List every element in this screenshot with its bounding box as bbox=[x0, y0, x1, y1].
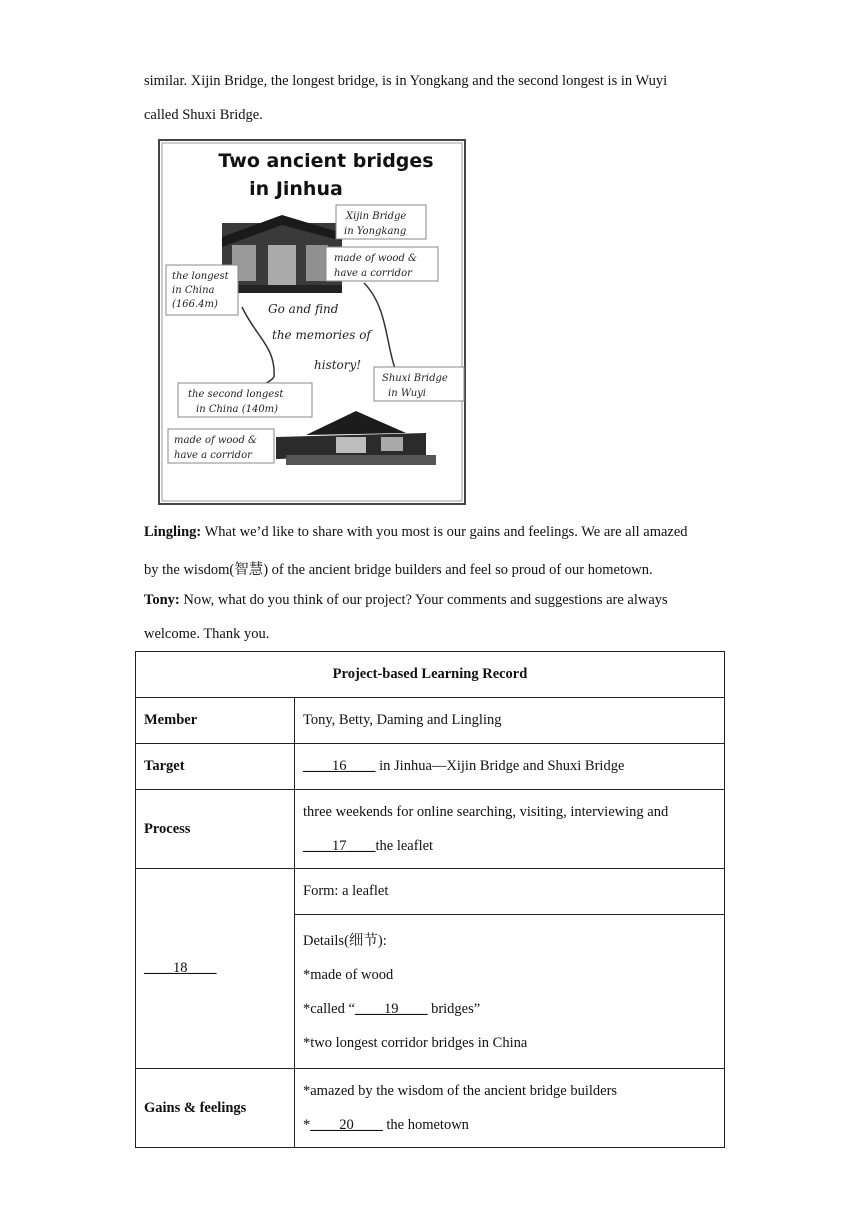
bridges-leaflet-image bbox=[156, 137, 468, 507]
lingling-text-1: What we’d like to share with you most is our gains and feelings. We are all amazed bbox=[201, 524, 688, 540]
gains-value bbox=[295, 1069, 725, 1148]
process-rest: the leaflet bbox=[375, 838, 434, 854]
tony-line-1 bbox=[144, 592, 668, 609]
target-label: Target bbox=[136, 744, 295, 790]
note-longest-line1: the longest bbox=[172, 271, 229, 282]
table-row bbox=[136, 652, 725, 698]
blank-20: ____20____ bbox=[310, 1117, 383, 1133]
details-item-2-post: bridges” bbox=[427, 1000, 481, 1017]
note-shuxi-line2: in Wuyi bbox=[388, 388, 426, 399]
details-item-3: *two longest corridor bridges in China bbox=[303, 1034, 528, 1051]
record-title: Project-based Learning Record bbox=[136, 652, 725, 698]
note-shuxi-line1: Shuxi Bridge bbox=[382, 373, 448, 384]
details-item-2 bbox=[303, 992, 716, 1026]
note-wood2-line2: have a corridor bbox=[174, 450, 252, 461]
process-value bbox=[295, 790, 725, 869]
slogan-line3: history! bbox=[314, 358, 362, 372]
table-row bbox=[136, 1069, 725, 1148]
table-row bbox=[136, 790, 725, 869]
xijin-bridge-photo bbox=[222, 215, 342, 293]
note-longest-line3: (166.4m) bbox=[172, 299, 218, 310]
gains-item-1: *amazed by the wisdom of the ancient bridge builders bbox=[303, 1083, 618, 1099]
form-value: Form: a leaflet bbox=[295, 869, 725, 915]
details-value bbox=[295, 915, 725, 1069]
note-second-line1: the second longest bbox=[188, 389, 284, 400]
process-label: Process bbox=[136, 790, 295, 869]
speaker-tony: Tony: bbox=[144, 592, 180, 608]
process-line-1: three weekends for online searching, visiting, interviewing and bbox=[303, 804, 669, 820]
note-xijin-line1: Xijin Bridge bbox=[346, 211, 407, 222]
member-label: Member bbox=[136, 698, 295, 744]
gains-label: Gains & feelings bbox=[136, 1069, 295, 1148]
speaker-lingling: Lingling: bbox=[144, 524, 202, 540]
tony-line-2: welcome. Thank you. bbox=[144, 626, 270, 642]
note-longest-line2: in China bbox=[172, 285, 215, 296]
blank-16: ____16____ bbox=[303, 758, 376, 774]
note-second-line2: in China (140m) bbox=[196, 404, 279, 415]
gains-item-2 bbox=[303, 1108, 716, 1142]
details-title: Details(细节): bbox=[303, 932, 387, 949]
note-wood1-line2: have a corridor bbox=[334, 268, 412, 279]
blank-18-cell bbox=[136, 869, 295, 1069]
target-rest: in Jinhua—Xijin Bridge and Shuxi Bridge bbox=[375, 758, 625, 774]
tony-text-1: Now, what do you think of our project? Your comments and suggestions are always bbox=[179, 592, 668, 608]
poster-title-line1: Two ancient bridges bbox=[218, 150, 434, 172]
lingling-line-2: by the wisdom(智慧) of the ancient bridge builders and feel so proud of our hometown. bbox=[144, 562, 653, 578]
process-line-2 bbox=[303, 829, 716, 863]
note-wood1-line1: made of wood & bbox=[334, 253, 417, 264]
target-value bbox=[295, 744, 725, 790]
details-item-2-pre: *called “ bbox=[303, 1000, 355, 1017]
learning-record-table bbox=[135, 651, 725, 1148]
slogan-line2: the memories of bbox=[272, 328, 371, 342]
blank-17: ____17____ bbox=[303, 838, 376, 854]
table-row bbox=[136, 698, 725, 744]
gains-item-2-post: the hometown bbox=[382, 1117, 469, 1133]
table-row bbox=[136, 744, 725, 790]
note-xijin-line2: in Yongkang bbox=[344, 226, 407, 237]
poster-title-line2: in Jinhua bbox=[249, 178, 343, 200]
slogan-line1: Go and find bbox=[268, 302, 339, 316]
member-value: Tony, Betty, Daming and Lingling bbox=[295, 698, 725, 744]
details-item-1: *made of wood bbox=[303, 966, 394, 983]
table-row bbox=[136, 869, 725, 915]
note-wood2-line1: made of wood & bbox=[174, 435, 257, 446]
blank-19: ____19____ bbox=[354, 1000, 428, 1017]
intro-line-2: called Shuxi Bridge. bbox=[144, 107, 263, 123]
lingling-line-1 bbox=[144, 524, 688, 541]
intro-line-1: similar. Xijin Bridge, the longest bridge, is in Yongkang and the second longest is in Wuyi bbox=[144, 73, 668, 89]
gains-item-2-pre: * bbox=[303, 1117, 311, 1133]
blank-18: ____18____ bbox=[144, 960, 217, 976]
